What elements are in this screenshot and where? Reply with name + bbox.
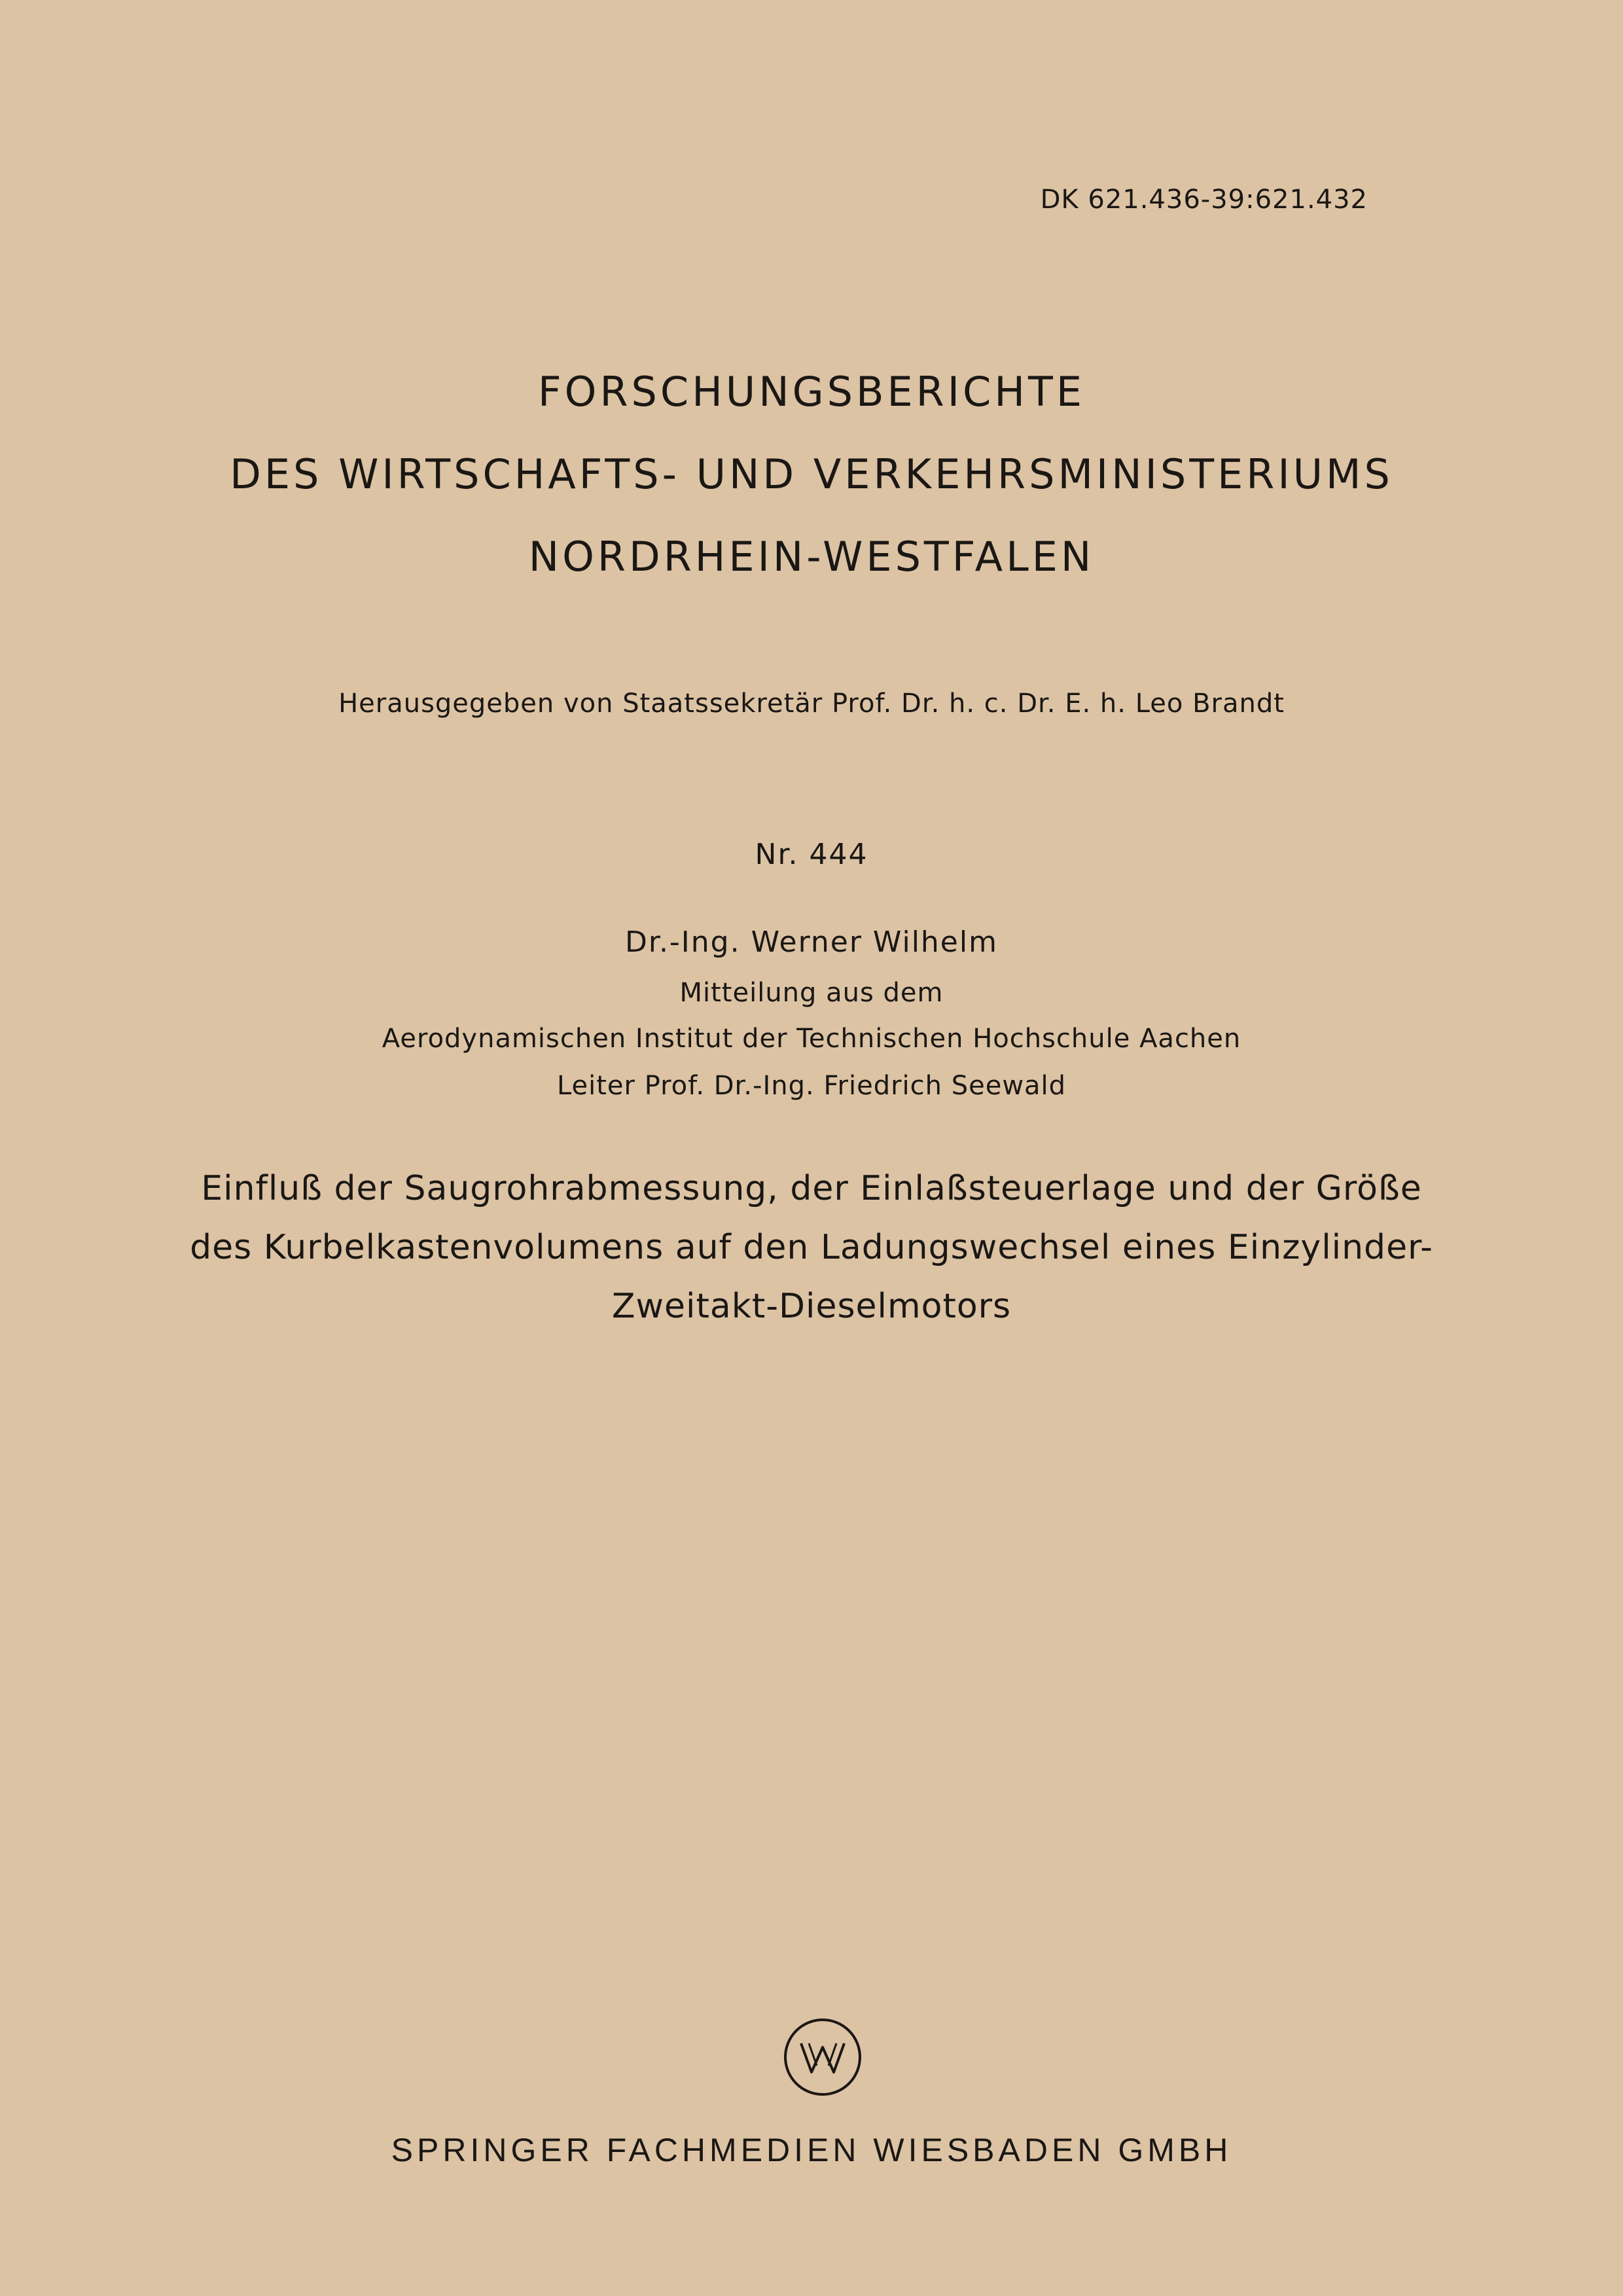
series-title-line-3: NORDRHEIN-WESTFALEN bbox=[528, 533, 1095, 581]
series-title-line-2: DES WIRTSCHAFTS- UND VERKEHRSMINISTERIUMS bbox=[230, 450, 1393, 498]
title-line-3: Zweitakt-Dieselmotors bbox=[611, 1287, 1012, 1326]
dk-classification: DK 621.436-39:621.432 bbox=[1040, 185, 1368, 215]
title-line-1: Einfluß der Saugrohrabmessung, der Einlaßsteuerlage und der Größe bbox=[201, 1169, 1422, 1208]
affiliation-line-2: Aerodynamischen Institut der Technischen Hochschule Aachen bbox=[382, 1024, 1241, 1054]
springer-logo-icon bbox=[783, 2017, 863, 2097]
publisher-name: SPRINGER FACHMEDIEN WIESBADEN GMBH bbox=[391, 2132, 1232, 2168]
title-line-2: des Kurbelkastenvolumens auf den Ladungswechsel eines Einzylinder- bbox=[190, 1228, 1433, 1267]
report-number: Nr. 444 bbox=[755, 838, 868, 871]
affiliation-line-3: Leiter Prof. Dr.-Ing. Friedrich Seewald bbox=[556, 1071, 1067, 1101]
editor-line: Herausgegeben von Staatssekretär Prof. Dr. h. c. Dr. E. h. Leo Brandt bbox=[338, 689, 1285, 719]
author-name: Dr.-Ing. Werner Wilhelm bbox=[625, 925, 998, 959]
affiliation-line-1: Mitteilung aus dem bbox=[679, 978, 944, 1008]
series-title-line-1: FORSCHUNGSBERICHTE bbox=[538, 368, 1085, 416]
